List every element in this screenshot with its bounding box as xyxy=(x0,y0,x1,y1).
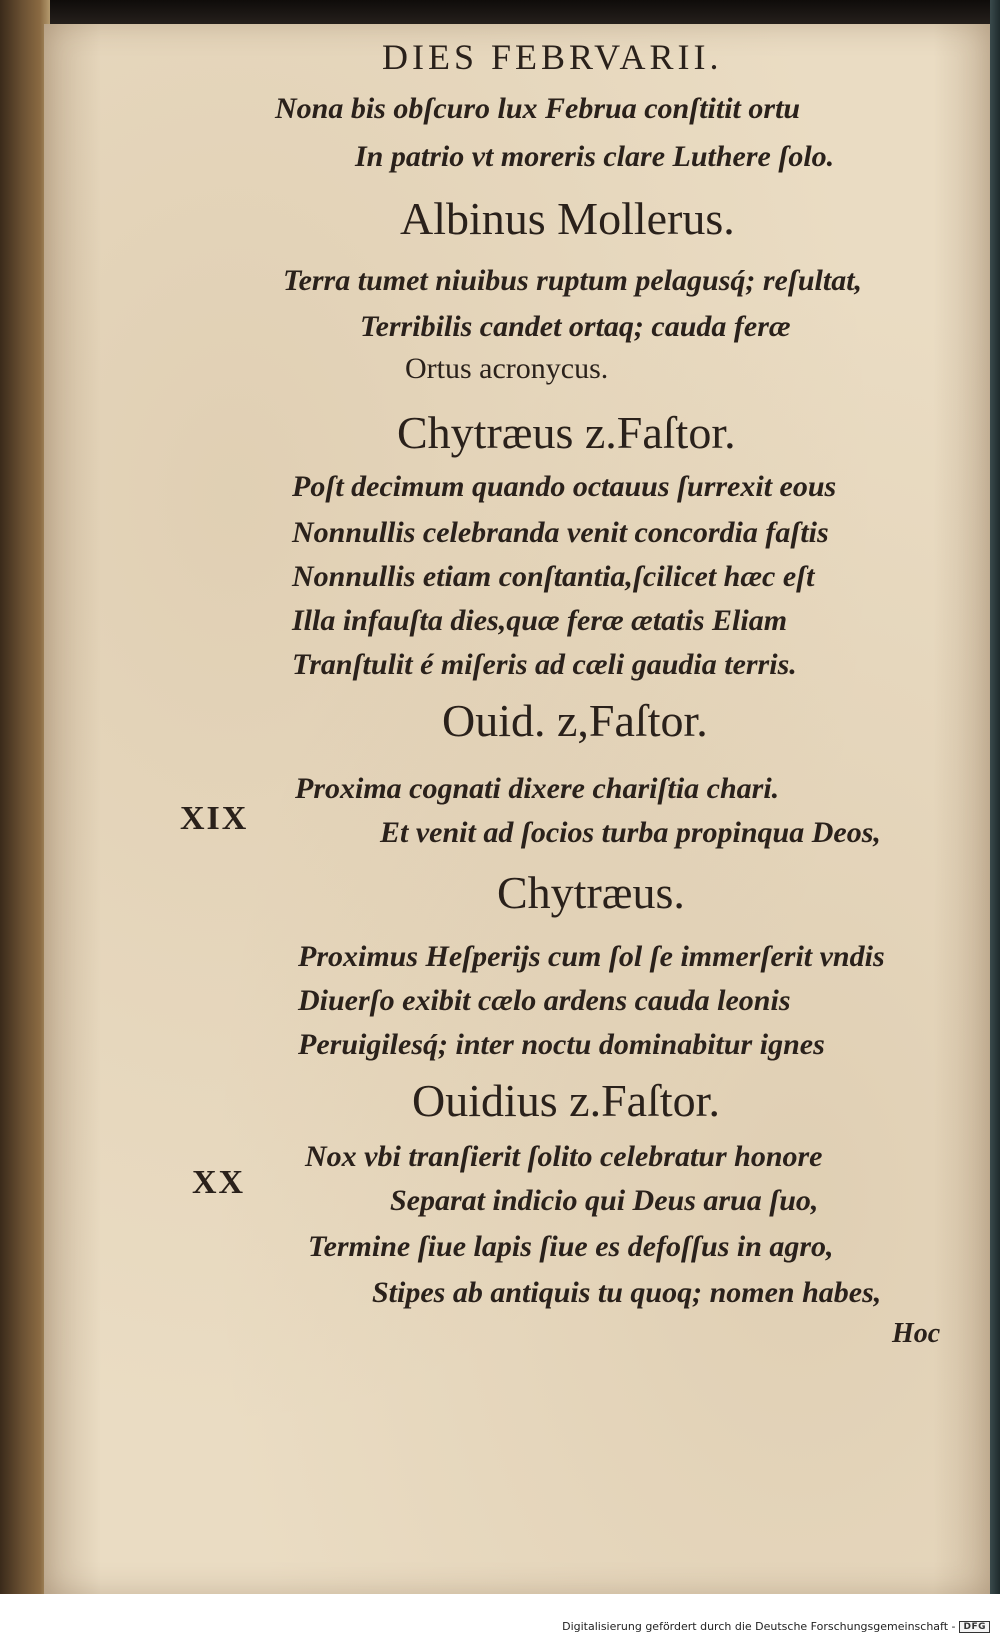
section-heading: Ouidius z.Faſtor. xyxy=(412,1075,720,1126)
verse-line: Proximus Heſperijs cum ſol ſe immerſerit vndis xyxy=(298,940,885,973)
verse-line: Proxima cognati dixere chariſtia chari. xyxy=(295,772,780,805)
running-head: DIES FEBRVARII. xyxy=(382,37,723,77)
verse-line: Illa infauſta dies,quæ feræ ætatis Eliam xyxy=(292,604,788,637)
plain-line: Ortus acronycus. xyxy=(405,352,609,385)
section-heading: Chytræus. xyxy=(497,867,685,918)
verse-line: Termine ſiue lapis ſiue es defoſſus in agro, xyxy=(308,1230,834,1263)
verse-line: Nonnullis celebranda venit concordia faſtis xyxy=(292,516,829,549)
verse-line: Et venit ad ſocios turba propinqua Deos, xyxy=(380,816,881,849)
section-heading: Chytræus z.Faſtor. xyxy=(397,407,736,458)
footer xyxy=(562,1620,990,1633)
verse-line: Nona bis obſcuro lux Februa conſtitit ortu xyxy=(275,92,801,125)
dfg-logo: DFG xyxy=(959,1621,990,1633)
verse-line: Diuerſo exibit cælo ardens cauda leonis xyxy=(298,984,791,1017)
verse-line: Terribilis candet ortaq; cauda feræ xyxy=(360,310,791,343)
margin-day-number: XX xyxy=(192,1164,246,1201)
verse-line: Stipes ab antiquis tu quoq; nomen habes, xyxy=(372,1276,882,1309)
verse-line: In patrio vt moreris clare Luthere ſolo. xyxy=(355,140,835,173)
section-heading: Ouid. z,Faſtor. xyxy=(442,695,708,746)
verse-line: Poſt decimum quando octauus ſurrexit eous xyxy=(292,470,837,503)
verse-line: Nonnullis etiam conſtantia,ſcilicet hæc eſt xyxy=(292,560,815,593)
verse-line: Terra tumet niuibus ruptum pelagusq́; reſultat, xyxy=(283,264,863,297)
book-spine-edge xyxy=(0,0,50,1638)
verse-line: Tranſtulit é miſeris ad cæli gaudia terris. xyxy=(292,648,797,681)
footer-credit: Digitalisierung gefördert durch die Deutsche Forschungsgemeinschaft - xyxy=(562,1620,956,1633)
margin-day-number: XIX xyxy=(180,800,249,837)
verse-line: Peruigilesq́; inter noctu dominabitur ignes xyxy=(298,1028,825,1061)
catchword: Hoc xyxy=(892,1318,941,1349)
verse-line: Separat indicio qui Deus arua ſuo, xyxy=(390,1184,819,1217)
section-heading: Albinus Mollerus. xyxy=(400,193,735,244)
book-cover-edge xyxy=(990,0,1000,1638)
verse-line: Nox vbi tranſierit ſolito celebratur honore xyxy=(305,1140,823,1173)
